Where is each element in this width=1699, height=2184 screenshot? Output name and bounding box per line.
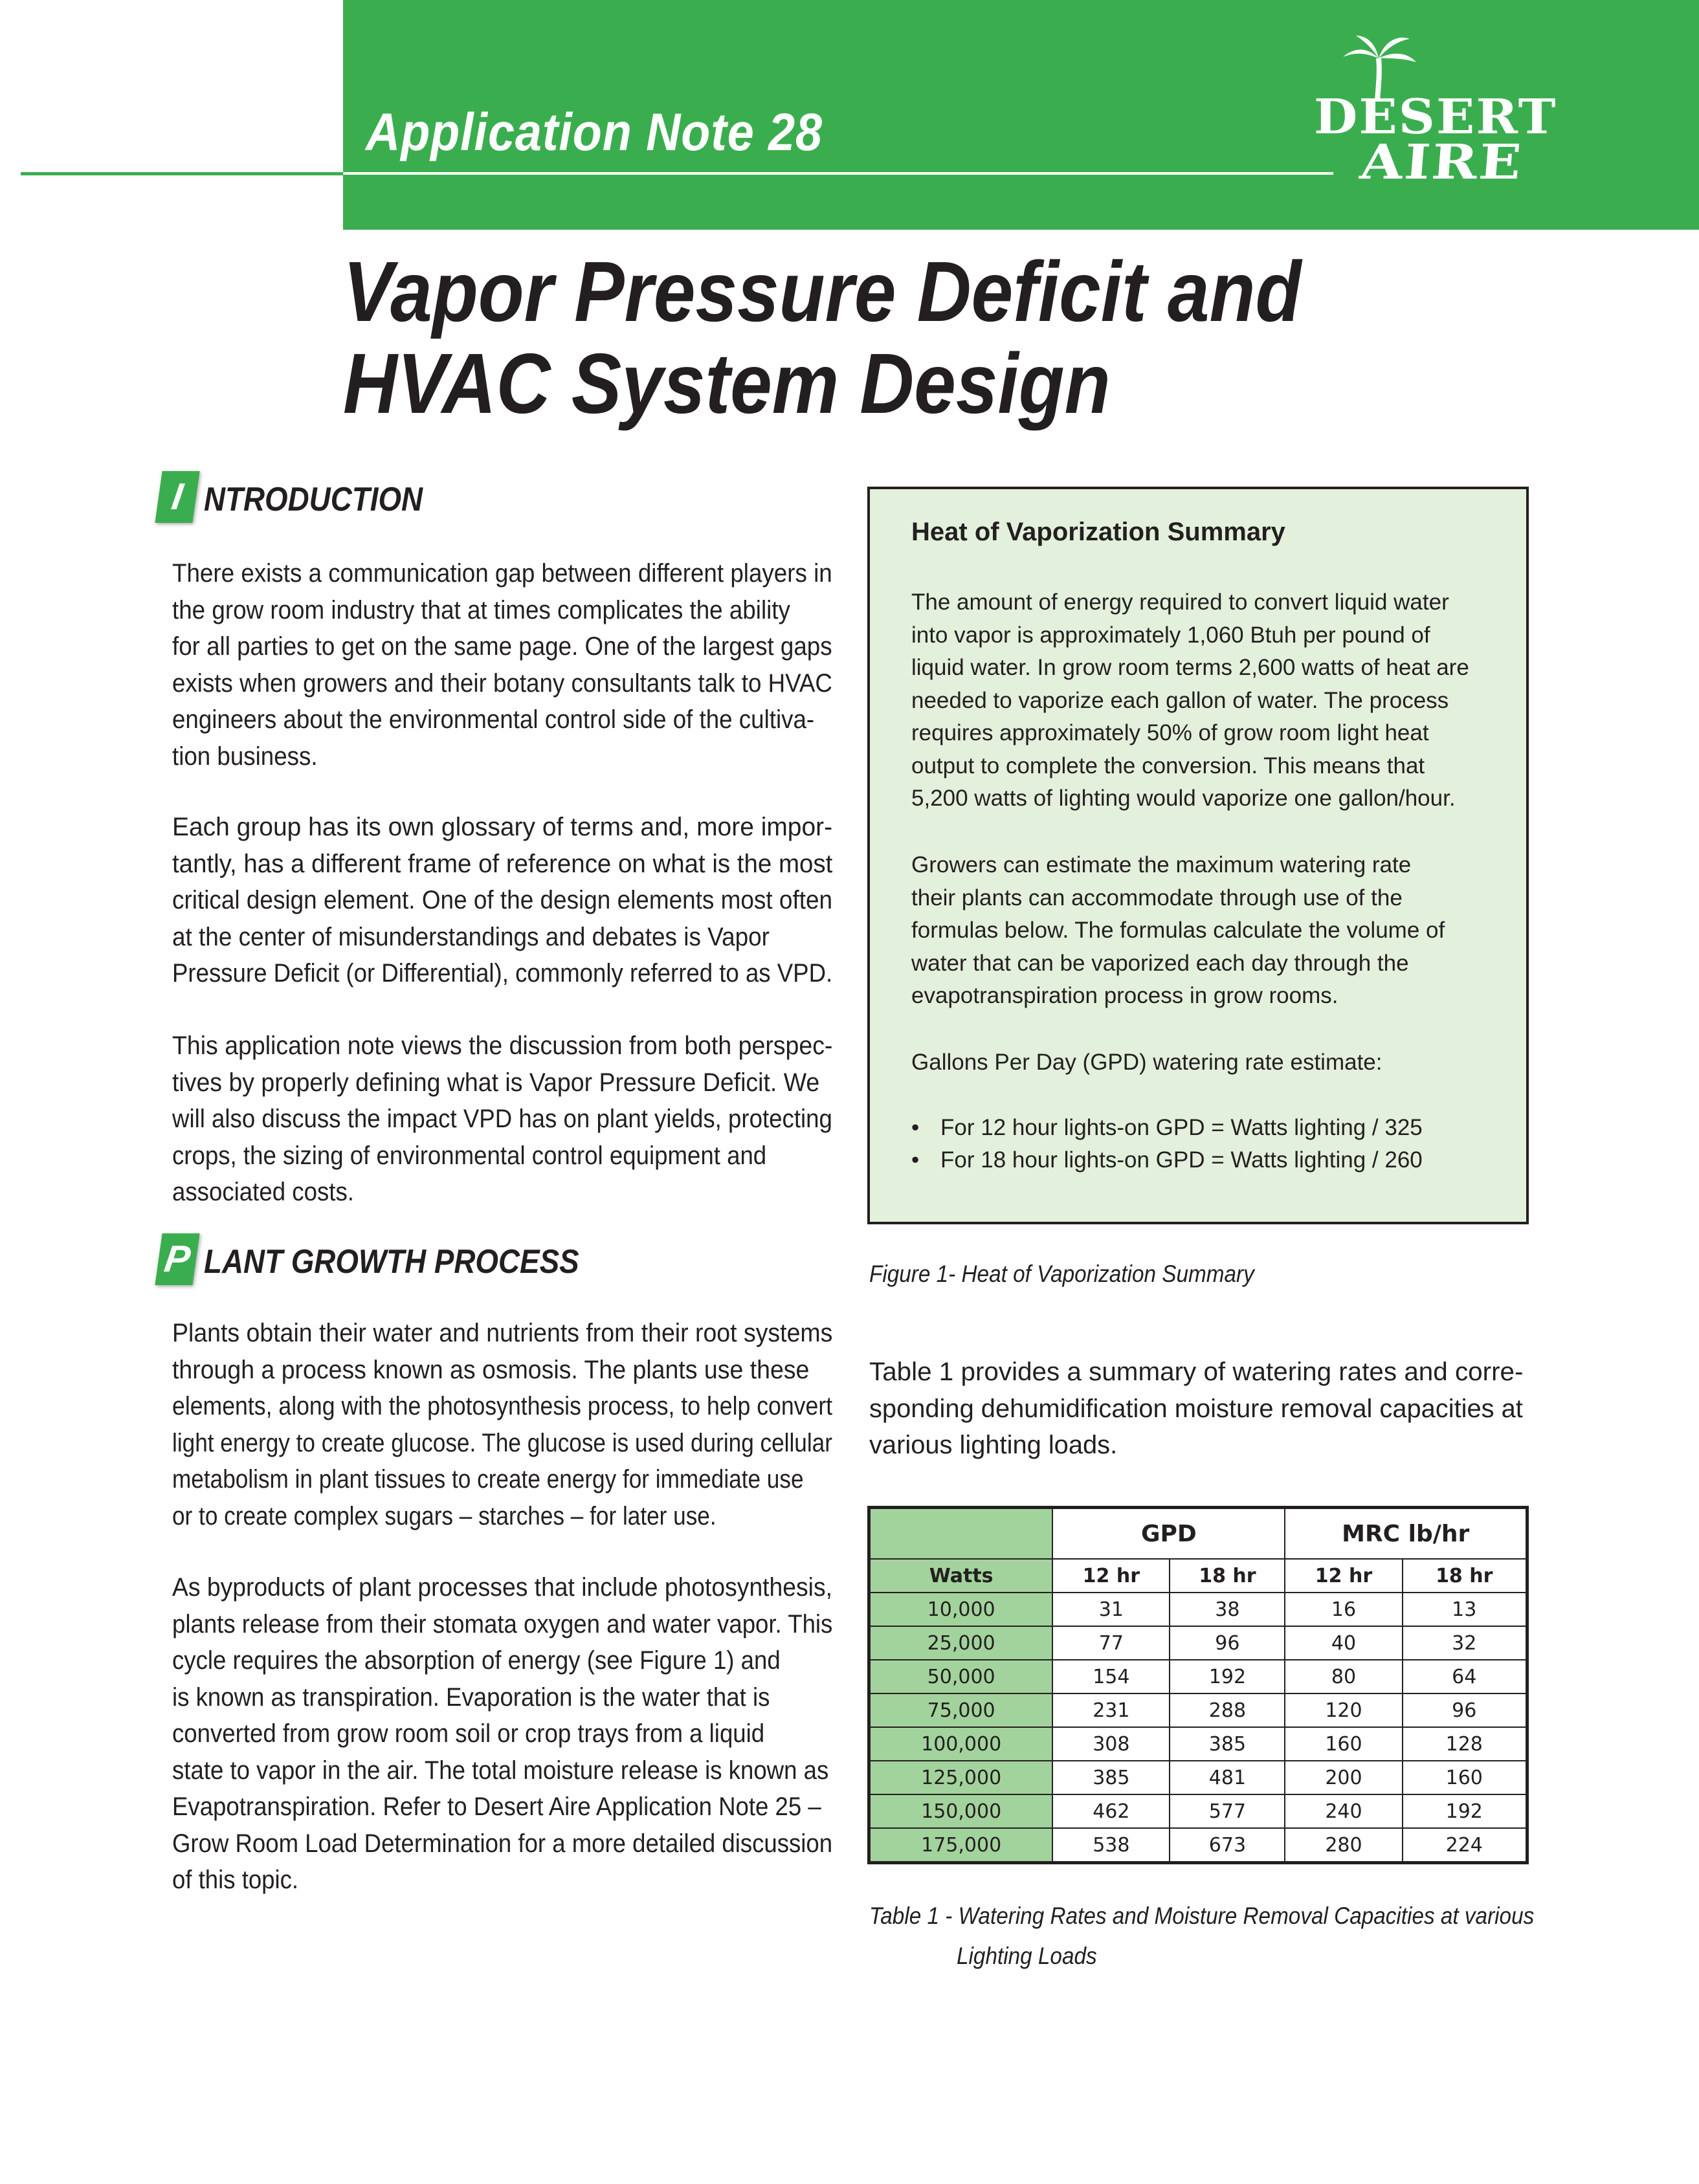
plant-line: is known as transpiration. Evaporation is the water that is bbox=[172, 1682, 770, 1712]
gpd-cell: 577 bbox=[1170, 1794, 1285, 1828]
intro-line: associated costs. bbox=[172, 1178, 354, 1206]
summary-line: formulas below. The formulas calculate the volume of bbox=[911, 918, 1445, 943]
intro-line: tantly, has a different frame of reference on what is the most bbox=[172, 849, 833, 878]
intro-line: tion business. bbox=[172, 742, 318, 771]
watts-cell: 50,000 bbox=[869, 1660, 1053, 1693]
intro-line: crops, the sizing of environmental control equipment and bbox=[172, 1141, 767, 1170]
intro-line: at the center of misunderstandings and debates is Vapor bbox=[172, 922, 770, 951]
table-group-header-row bbox=[869, 1508, 1527, 1560]
summary-bullet-1 bbox=[911, 1112, 1423, 1144]
table-row bbox=[869, 1593, 1527, 1626]
intro-line: the grow room industry that at times complicates the ability bbox=[172, 595, 790, 624]
plant-paragraph-1 bbox=[172, 1315, 923, 1534]
plant-growth-initial: P bbox=[155, 1233, 199, 1285]
intro-line: This application note views the discussion from both perspec- bbox=[172, 1031, 833, 1060]
gpd-18hr-header: 18 hr bbox=[1170, 1559, 1285, 1593]
plant-line: or to create complex sugars – starches – for later use. bbox=[172, 1501, 716, 1530]
table-row bbox=[869, 1660, 1527, 1693]
watts-cell: 10,000 bbox=[869, 1593, 1053, 1626]
gpd-cell: 231 bbox=[1052, 1693, 1170, 1727]
bullet-marker: • bbox=[911, 1147, 920, 1173]
gpd-cell: 308 bbox=[1052, 1727, 1170, 1761]
title-line-1: Vapor Pressure Deficit and bbox=[343, 244, 1302, 339]
plant-line: elements, along with the photosynthesis process, to help convert bbox=[172, 1392, 833, 1420]
table-intro-line: various lighting loads. bbox=[869, 1431, 1118, 1459]
summary-line: water that can be vaporized each day through the bbox=[911, 950, 1409, 976]
mrc-cell: 64 bbox=[1403, 1660, 1527, 1693]
intro-paragraph-1 bbox=[172, 555, 891, 775]
table-row bbox=[869, 1828, 1527, 1863]
mrc-12hr-header: 12 hr bbox=[1285, 1559, 1402, 1593]
gpd-cell: 481 bbox=[1170, 1761, 1285, 1794]
plant-line: Evapotranspiration. Refer to Desert Aire Application Note 25 – bbox=[172, 1792, 821, 1821]
summary-paragraph-3: Gallons Per Day (GPD) watering rate estimate: bbox=[911, 1050, 1383, 1075]
plant-paragraph-2 bbox=[172, 1569, 894, 1899]
intro-paragraph-3 bbox=[172, 1028, 893, 1211]
introduction-heading-text: NTRODUCTION bbox=[204, 481, 423, 518]
gpd-cell: 385 bbox=[1052, 1761, 1170, 1794]
intro-line: Pressure Deficit (or Differential), commonly referred to as VPD. bbox=[172, 959, 833, 987]
plant-line: plants release from their stomata oxygen and water vapor. This bbox=[172, 1609, 833, 1638]
bullet-marker: • bbox=[911, 1115, 920, 1140]
summary-line: output to complete the conversion. This means that bbox=[911, 753, 1425, 778]
plant-line: of this topic. bbox=[172, 1866, 299, 1894]
figure-1-caption: Figure 1- Heat of Vaporization Summary bbox=[869, 1261, 1254, 1287]
mrc-cell: 13 bbox=[1403, 1593, 1527, 1626]
mrc-group-header: MRC lb/hr bbox=[1285, 1508, 1527, 1560]
intro-line: engineers about the environmental control side of the cultiva- bbox=[172, 705, 815, 734]
mrc-cell: 80 bbox=[1285, 1660, 1402, 1693]
watts-cell: 175,000 bbox=[869, 1828, 1053, 1863]
summary-line: needed to vaporize each gallon of water. The process bbox=[911, 687, 1449, 713]
gpd-cell: 77 bbox=[1052, 1626, 1170, 1660]
table-1-caption-line-1: Table 1 - Watering Rates and Moisture Removal Capacities at various bbox=[869, 1903, 1535, 1929]
table-row bbox=[869, 1794, 1527, 1828]
table-1-caption-line-2: Lighting Loads bbox=[957, 1943, 1097, 1969]
summary-paragraph-1 bbox=[911, 586, 1469, 815]
mrc-cell: 240 bbox=[1285, 1794, 1402, 1828]
plant-line: light energy to create glucose. The glucose is used during cellular bbox=[172, 1428, 832, 1457]
mrc-cell: 280 bbox=[1285, 1828, 1402, 1863]
mrc-cell: 200 bbox=[1285, 1761, 1402, 1794]
mrc-18hr-header: 18 hr bbox=[1403, 1559, 1527, 1593]
summary-line: Growers can estimate the maximum watering rate bbox=[911, 852, 1412, 877]
logo-word-desert: DESERT bbox=[1314, 89, 1557, 145]
mrc-cell: 192 bbox=[1403, 1794, 1527, 1828]
summary-line: requires approximately 50% of grow room light heat bbox=[911, 720, 1429, 745]
plant-line: Grow Room Load Determination for a more detailed discussion bbox=[172, 1829, 833, 1858]
table-corner-cell bbox=[869, 1508, 1053, 1560]
summary-line: liquid water. In grow room terms 2,600 watts of heat are bbox=[911, 655, 1469, 680]
gpd-cell: 538 bbox=[1052, 1828, 1170, 1863]
watts-cell: 100,000 bbox=[869, 1727, 1053, 1761]
plant-line: converted from grow room soil or crop trays from a liquid bbox=[172, 1719, 765, 1748]
intro-line: will also discuss the impact VPD has on plant yields, protecting bbox=[172, 1105, 832, 1133]
summary-line: evapotranspiration process in grow rooms. bbox=[911, 983, 1338, 1008]
watts-column-header: Watts bbox=[869, 1559, 1053, 1593]
table-intro-line: Table 1 provides a summary of watering rates and corre- bbox=[869, 1358, 1524, 1386]
intro-line: There exists a communication gap between different players in bbox=[172, 559, 832, 588]
mrc-cell: 120 bbox=[1285, 1693, 1402, 1727]
header-rule-inner bbox=[343, 172, 1333, 175]
summary-box-title: Heat of Vaporization Summary bbox=[911, 518, 1285, 546]
intro-line: critical design element. One of the design elements most often bbox=[172, 886, 833, 914]
gpd-cell: 673 bbox=[1170, 1828, 1285, 1863]
table-intro-paragraph bbox=[869, 1354, 1526, 1464]
mrc-cell: 16 bbox=[1285, 1593, 1402, 1626]
intro-line: Each group has its own glossary of terms and, more impor- bbox=[172, 813, 833, 841]
introduction-initial: I bbox=[155, 471, 199, 523]
table-intro-line: sponding dehumidification moisture removal capacities at bbox=[869, 1394, 1523, 1423]
gpd-cell: 385 bbox=[1170, 1727, 1285, 1761]
gpd-cell: 192 bbox=[1170, 1660, 1285, 1693]
table-column-header-row bbox=[869, 1559, 1527, 1593]
mrc-cell: 128 bbox=[1403, 1727, 1527, 1761]
application-note-label: Application Note 28 bbox=[366, 103, 823, 162]
intro-line: exists when growers and their botany consultants talk to HVAC bbox=[172, 668, 832, 698]
logo-word-aire: AIRE bbox=[1358, 135, 1525, 190]
watts-cell: 25,000 bbox=[869, 1626, 1053, 1660]
gpd-cell: 288 bbox=[1170, 1693, 1285, 1727]
desert-aire-logo bbox=[1301, 32, 1557, 190]
summary-line: 5,200 watts of lighting would vaporize one gallon/hour. bbox=[911, 786, 1456, 811]
summary-line: their plants can accommodate through use of the bbox=[911, 885, 1403, 910]
summary-line: The amount of energy required to convert liquid water bbox=[911, 590, 1449, 615]
plant-growth-heading-text: LANT GROWTH PROCESS bbox=[204, 1243, 579, 1281]
table-body bbox=[869, 1593, 1527, 1863]
page-title bbox=[343, 246, 1301, 430]
watts-cell: 150,000 bbox=[869, 1794, 1053, 1828]
watering-rates-table bbox=[867, 1506, 1529, 1864]
intro-line: tives by properly defining what is Vapor Pressure Deficit. We bbox=[172, 1068, 820, 1097]
plant-line: metabolism in plant tissues to create energy for immediate use bbox=[172, 1465, 804, 1494]
gpd-cell: 38 bbox=[1170, 1593, 1285, 1626]
intro-paragraph-2 bbox=[172, 809, 894, 992]
gpd-cell: 96 bbox=[1170, 1626, 1285, 1660]
plant-line: state to vapor in the air. The total moisture release is known as bbox=[172, 1756, 829, 1785]
watts-cell: 125,000 bbox=[869, 1761, 1053, 1794]
plant-line: As byproducts of plant processes that include photosynthesis, bbox=[172, 1573, 832, 1602]
mrc-cell: 160 bbox=[1285, 1727, 1402, 1761]
mrc-cell: 40 bbox=[1285, 1626, 1402, 1660]
plant-line: through a process known as osmosis. The plants use these bbox=[172, 1355, 810, 1384]
gpd-cell: 31 bbox=[1052, 1593, 1170, 1626]
bullet-text: For 12 hour lights-on GPD = Watts lighting / 325 bbox=[940, 1115, 1423, 1140]
gpd-group-header: GPD bbox=[1052, 1508, 1285, 1560]
watts-cell: 75,000 bbox=[869, 1693, 1053, 1727]
table-row bbox=[869, 1693, 1527, 1727]
bullet-text: For 18 hour lights-on GPD = Watts lighting / 260 bbox=[940, 1147, 1423, 1173]
plant-line: Plants obtain their water and nutrients from their root systems bbox=[172, 1319, 833, 1347]
table-row bbox=[869, 1727, 1527, 1761]
plant-line: cycle requires the absorption of energy (see Figure 1) and bbox=[172, 1646, 781, 1675]
mrc-cell: 32 bbox=[1403, 1626, 1527, 1660]
table-row bbox=[869, 1626, 1527, 1660]
mrc-cell: 224 bbox=[1403, 1828, 1527, 1863]
gpd-12hr-header: 12 hr bbox=[1052, 1559, 1170, 1593]
summary-bullet-2 bbox=[911, 1144, 1423, 1176]
gpd-cell: 154 bbox=[1052, 1660, 1170, 1693]
mrc-cell: 160 bbox=[1403, 1761, 1527, 1794]
title-line-2: HVAC System Design bbox=[343, 336, 1111, 431]
mrc-cell: 96 bbox=[1403, 1693, 1527, 1727]
intro-line: for all parties to get on the same page. One of the largest gaps bbox=[172, 632, 832, 661]
gpd-cell: 462 bbox=[1052, 1794, 1170, 1828]
summary-paragraph-2 bbox=[911, 849, 1445, 1013]
summary-line: into vapor is approximately 1,060 Btuh per pound of bbox=[911, 622, 1430, 648]
table-row bbox=[869, 1761, 1527, 1794]
